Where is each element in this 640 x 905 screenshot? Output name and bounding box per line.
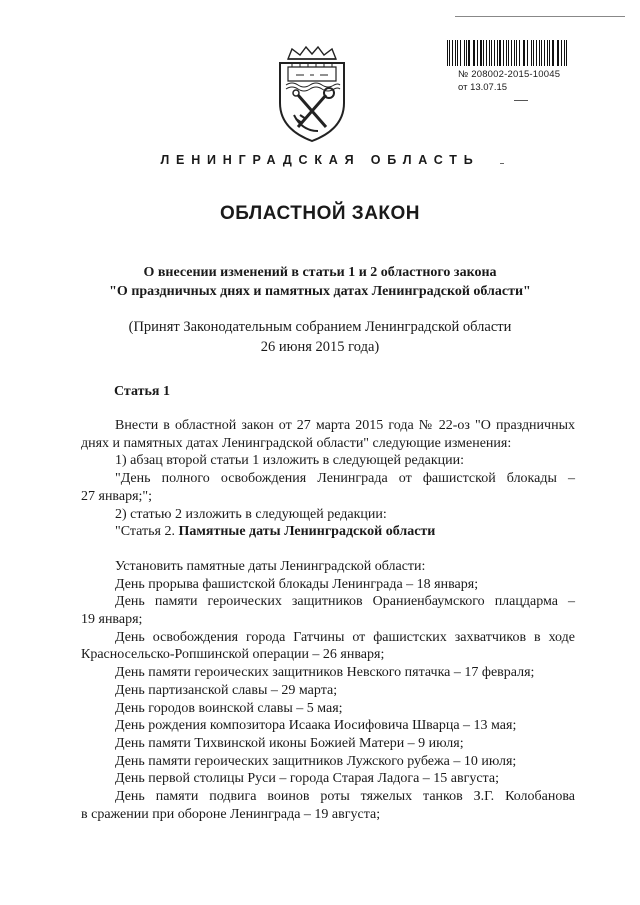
barcode-bar: [503, 40, 504, 66]
barcode-bar: [531, 40, 533, 66]
spacer: [81, 541, 575, 558]
barcode-bar: [457, 40, 458, 66]
barcode-bar: [547, 40, 548, 66]
paragraph: "День полного освобождения Ленинграда от фашистской блокады –: [115, 471, 575, 487]
barcode-bar: [473, 40, 474, 66]
memorial-date: День городов воинской славы – 5 мая;: [115, 700, 343, 716]
barcode-bar: [460, 40, 462, 66]
paragraph: 27 января;";: [81, 488, 153, 504]
barcode-icon: [447, 40, 569, 66]
subject-line: "О праздничных днях и памятных датах Ленинградской области": [109, 284, 531, 299]
barcode-bar: [557, 40, 558, 66]
barcode-bar: [514, 40, 515, 66]
registration-number: № 208002-2015-10045: [458, 69, 561, 80]
barcode-bar: [566, 40, 567, 66]
barcode-bar: [549, 40, 550, 66]
paragraph: [81, 523, 575, 541]
barcode-bar: [449, 40, 450, 66]
barcode-bar: [536, 40, 537, 66]
barcode-bar: [523, 40, 524, 66]
article-body: [81, 417, 575, 823]
subject-line: О внесении изменений в статьи 1 и 2 областного закона: [143, 265, 497, 280]
memorial-date: в сражении при обороне Ленинграда – 19 августа;: [81, 806, 381, 822]
memorial-date: День памяти подвига воинов роты тяжелых танков З.Г. Колобанова: [115, 789, 575, 805]
region-title: ЛЕНИНГРАДСКАЯ ОБЛАСТЬ: [160, 153, 480, 167]
barcode-bar: [494, 40, 495, 66]
memorial-date: День рождения композитора Исаака Иосифовича Шварца – 13 мая;: [115, 718, 517, 734]
barcode-bar: [455, 40, 456, 66]
paragraph: Установить памятные даты Ленинградской области:: [115, 558, 426, 574]
barcode-bar: [486, 40, 487, 66]
coat-of-arms-icon: [274, 45, 350, 145]
article-2-title: Памятные даты Ленинградской области: [178, 524, 436, 540]
scan-mark: [500, 163, 504, 164]
barcode-bar: [506, 40, 507, 66]
barcode-bar: [539, 40, 540, 66]
memorial-date: День памяти героических защитников Лужского рубежа – 10 июля;: [115, 753, 517, 769]
barcode-bar: [524, 40, 525, 66]
barcode-bar: [491, 40, 492, 66]
memorial-date: День первой столицы Руси – города Старая Ладога – 15 августа;: [115, 771, 499, 787]
barcode-bar: [466, 40, 467, 66]
top-rule: [455, 16, 625, 17]
article-heading: Статья 1: [114, 384, 170, 399]
barcode-bar: [527, 40, 528, 66]
barcode-bar: [511, 40, 512, 66]
barcode-bar: [474, 40, 475, 66]
barcode-bar: [497, 40, 498, 66]
barcode-bar: [489, 40, 490, 66]
adoption-note: [0, 317, 640, 357]
law-subject: [0, 263, 640, 301]
barcode-bar: [468, 40, 469, 66]
barcode-bar: [558, 40, 559, 66]
adoption-line: 26 июня 2015 года): [260, 339, 380, 355]
barcode-bar: [499, 40, 501, 66]
memorial-date: День партизанской славы – 29 марта;: [115, 682, 338, 698]
barcode-bar: [464, 40, 465, 66]
paragraph: днях и памятных датах Ленинградской области" следующие изменения:: [81, 435, 512, 451]
barcode-bar: [533, 40, 534, 66]
barcode-bar: [477, 40, 478, 66]
paragraph: Внести в областной закон от 27 марта 2015 года № 22-оз "О праздничных: [115, 418, 575, 433]
stamp-dash: [514, 100, 528, 101]
barcode-bar: [480, 40, 482, 66]
barcode-bar: [483, 40, 484, 66]
memorial-date: День освобождения города Гатчины от фашистских захватчиков в ходе: [115, 629, 575, 645]
paragraph: 1) абзац второй статьи 1 изложить в следующей редакции:: [115, 453, 465, 469]
memorial-date: День памяти героических защитников Ораниенбаумского плацдарма –: [115, 594, 575, 610]
law-title: ОБЛАСТНОЙ ЗАКОН: [219, 203, 421, 224]
barcode-bar: [516, 40, 517, 66]
registration-date: от 13.07.15: [458, 82, 508, 93]
barcode-bar: [544, 40, 545, 66]
barcode-bar: [452, 40, 453, 66]
barcode-bar: [508, 40, 509, 66]
memorial-date: 19 января;: [81, 612, 143, 628]
barcode-bar: [541, 40, 542, 66]
barcode-bar: [519, 40, 520, 66]
memorial-date: Красносельско-Ропшинской операции – 26 января;: [81, 647, 385, 663]
adoption-line: (Принят Законодательным собранием Ленинградской области: [128, 319, 512, 335]
memorial-date: День памяти героических защитников Невского пятачка – 17 февраля;: [115, 665, 535, 681]
memorial-date: День памяти Тихвинской иконы Божией Матери – 9 июля;: [115, 735, 464, 751]
barcode-bar: [447, 40, 448, 66]
barcode-bar: [552, 40, 554, 66]
memorial-date: День прорыва фашистской блокады Ленинграда – 18 января;: [115, 576, 479, 592]
barcode-bar: [564, 40, 565, 66]
paragraph: 2) статью 2 изложить в следующей редакции:: [115, 506, 387, 522]
quote-prefix: "Статья 2.: [115, 524, 179, 540]
barcode-bar: [561, 40, 562, 66]
